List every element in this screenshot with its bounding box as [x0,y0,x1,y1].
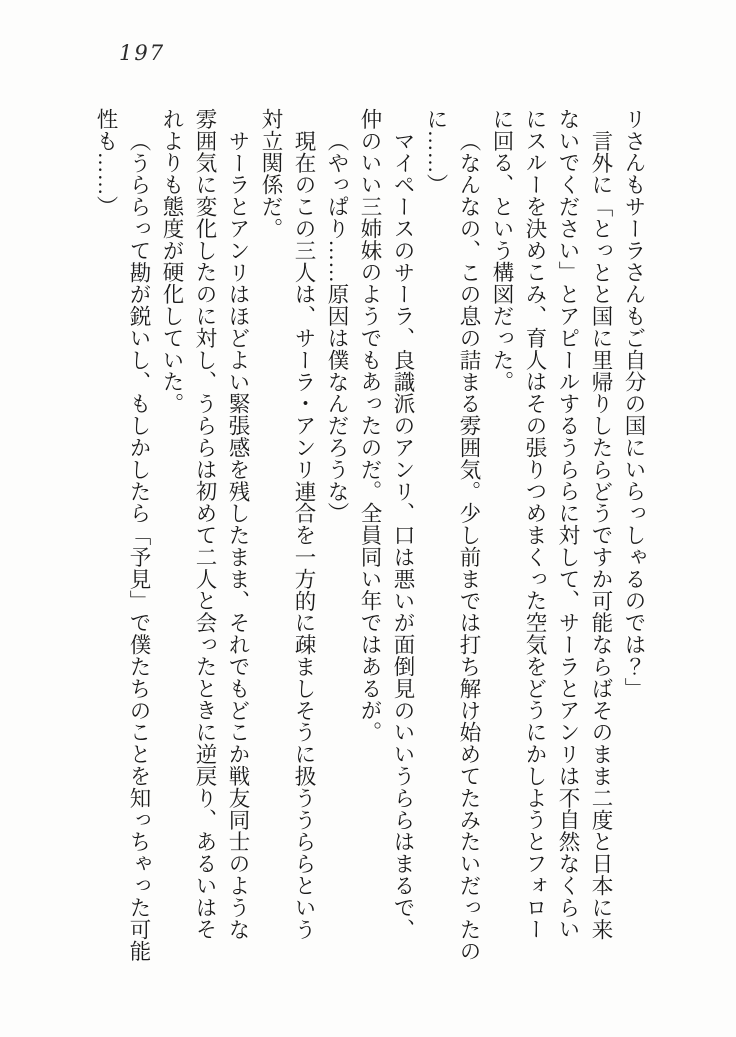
text-line: 現在のこの三人は、サーラ・アンリ連合を一方的に疎ましそうに扱ううららという [292,130,316,941]
text-line: ないでください」とアピールするうららに対して、サーラとアンリは不自然なくらい [556,108,580,941]
text-block [89,108,650,963]
text-line: れよりも態度が硬化していた。 [160,108,184,415]
text-line: 性も……） [94,108,118,218]
text-line: に……） [424,108,448,196]
text-line: 雰囲気に変化したのに対し、うららは初めて二人と会ったときに逆戻り、あるいはそ [193,108,217,941]
text-line: （うららって勘が鋭いし、もしかしたら「予見」で僕たちのことを知っちゃった可能 [127,130,151,963]
text-line: （やっぱり……原因は僕なんだろうな） [325,130,349,525]
text-line: 言外に「とっとと国に里帰りしたらどうですか可能ならばそのまま二度と日本に来 [589,130,613,941]
text-line: マイペースのサーラ、良識派のアンリ、口は悪いが面倒見のいいうららはまるで、 [391,130,415,941]
text-line: リさんもサーラさんもご自分の国にいらっしゃるのでは？」 [622,108,646,700]
text-line: 仲のいい三姉妹のようでもあったのだ。全員同い年ではあるが。 [358,108,382,744]
page-number: 197 [119,41,166,65]
text-line: （なんなの、この息の詰まる雰囲気。少し前までは打ち解け始めてたみたいだったの [457,130,481,963]
text-line: 対立関係だ。 [259,108,283,240]
text-line: サーラとアンリはほどよい緊張感を残したまま、それでもどこか戦友同士のような [226,130,250,941]
text-line: に回る、という構図だった。 [490,108,514,393]
text-line: にスルーを決めこみ、育人はその張りつめまくった空気をどうにかしようとフォロー [523,108,547,941]
